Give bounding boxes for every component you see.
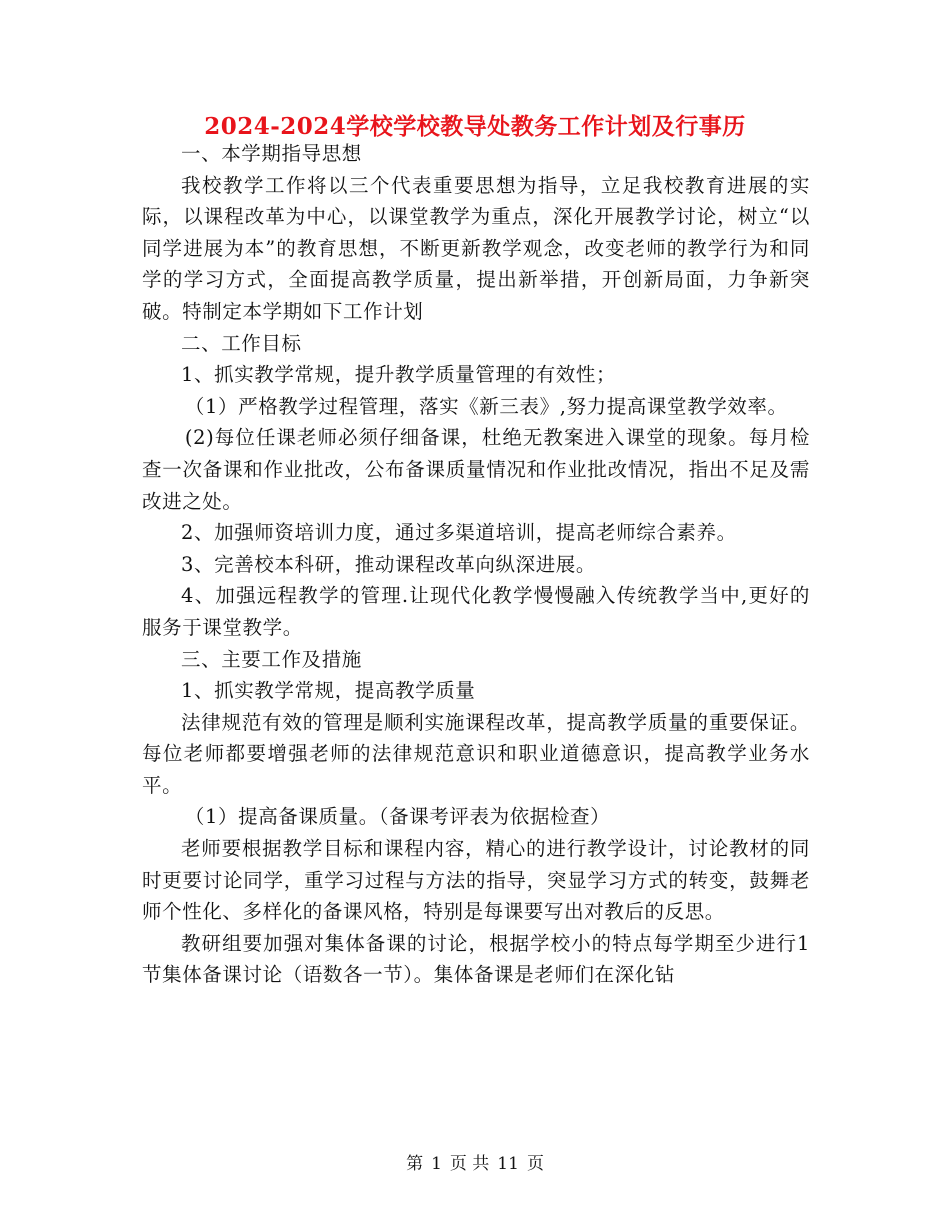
document-body — [142, 138, 810, 991]
goal-item-1-sub-1: （1）严格教学过程管理，落实《新三表》,努力提高课堂教学效率。 — [184, 394, 788, 418]
page-footer — [0, 1152, 950, 1176]
footer-page-mid: 页 共 — [449, 1154, 490, 1174]
goal-item-2: 2、加强师资培训力度，通过多渠道培训，提高老师综合素养。 — [181, 521, 737, 545]
paragraph-management: 法律规范有效的管理是顺利实施课程改革，提高教学质量的重要保证。每位老师都要增强老师的法律规范意识和职业道德意识，提高教学业务水平。 — [142, 710, 810, 797]
goal-item-1: 1、抓实教学常规，提升教学质量管理的有效性； — [181, 363, 617, 387]
document-title: 2024-2024学校学校教导处教务工作计划及行事历 — [204, 113, 746, 140]
paragraph-guiding-thought: 我校教学工作将以三个代表重要思想为指导，立足我校教育进展的实际，以课程改革为中心，以课堂教学为重点，深化开展教学讨论，树立“以同学进展为本”的教育思想，不断更新教学观念，改变老师的教学行为和同学的学习方式，全面提高教学质量，提出新举措，开创新局面，力争新突破。特制定本学期如下工作计划 — [142, 173, 810, 323]
heading-main-work: 三、主要工作及措施 — [181, 647, 362, 671]
footer-page-total: 11 — [497, 1154, 519, 1174]
goal-item-3: 3、完善校本科研，推动课程改革向纵深进展。 — [181, 552, 597, 576]
goal-item-1-sub-2: (2)每位任课老师必须仔细备课，杜绝无教案进入课堂的现象。每月检查一次备课和作业批改，公布备课质量情况和作业批改情况，指出不足及需改进之处。 — [142, 426, 810, 513]
measure-item-1: 1、抓实教学常规，提高教学质量 — [181, 679, 476, 703]
heading-work-goals: 二、工作目标 — [181, 331, 302, 355]
footer-page-current: 1 — [431, 1154, 442, 1174]
paragraph-lesson-design: 老师要根据教学目标和课程内容，精心的进行教学设计，讨论教材的同时更要讨论同学，重学习过程与方法的指导，突显学习方式的转变，鼓舞老师个性化、多样化的备课风格，特别是每课要写出对教后的反思。 — [142, 837, 810, 924]
paragraph-collective-prep: 教研组要加强对集体备课的讨论，根据学校小的特点每学期至少进行1节集体备课讨论（语数各一节）。集体备课是老师们在深化钻 — [142, 931, 810, 987]
heading-guiding-thought: 一、本学期指导思想 — [181, 142, 362, 165]
footer-page-prefix: 第 — [406, 1154, 424, 1174]
footer-page-suffix: 页 — [526, 1154, 544, 1174]
goal-item-4: 4、加强远程教学的管理.让现代化教学慢慢融入传统教学当中,更好的服务于课堂教学。 — [142, 584, 810, 639]
measure-item-1-sub-1: （1）提高备课质量。（备课考评表为依据检查） — [184, 805, 611, 829]
